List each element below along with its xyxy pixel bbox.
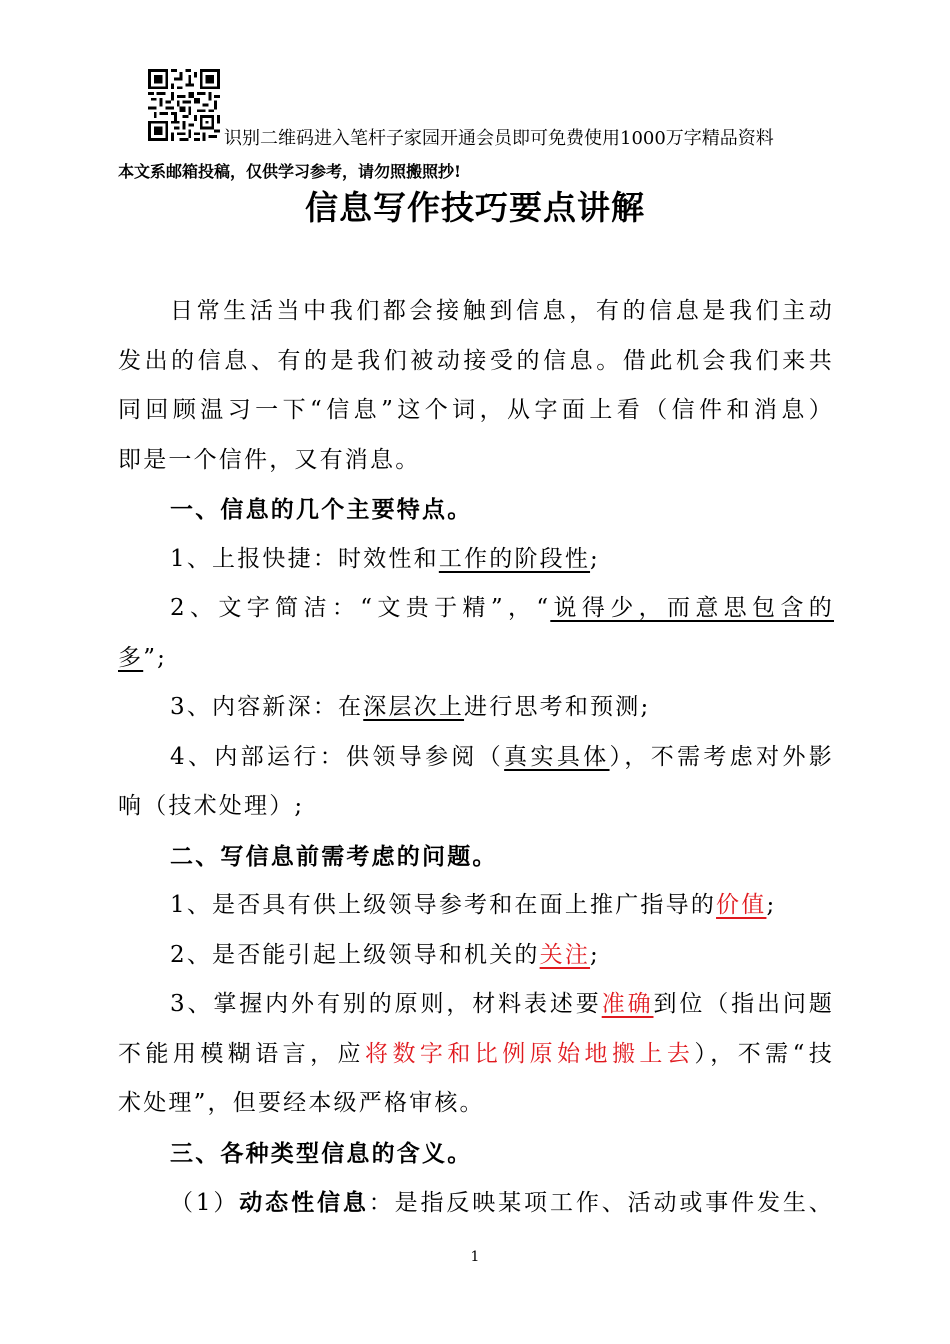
section-2-item-2 [118,931,834,981]
intro-line-3: 同回顾温习一下“信息”这个词，从字面上看（信件和消息） [118,397,834,423]
highlighted-text: 将数字和比例原始地搬上去 [365,1040,695,1067]
section-2-item-3-cont [118,1030,834,1080]
section-2-item-3-end: 术处理”，但要经本级严格审核。 [118,1090,485,1116]
item-text: 2、文字简洁：“文贵于精”，“ [170,595,551,621]
section-2-item-3 [118,980,834,1030]
underlined-text: 真实具体 [504,743,610,770]
intro-line-1: 日常生活当中我们都会接触到信息，有的信息是我们主动 [170,298,834,324]
section-1-item-3 [118,683,834,733]
item-number: （1） [170,1190,240,1216]
underlined-text: 多 [118,644,144,671]
item-text: ：是指反映某项工作、活动或事件发生、 [368,1190,835,1216]
page-number: 1 [470,1249,480,1265]
qr-caption: 识别二维码进入笔杆子家园开通会员即可免费使用1000万字精品资料 [224,128,774,149]
item-text: 4、内部运行：供领导参阅（ [170,743,505,770]
item-text: ），不需考虑对外影 [609,743,834,770]
section-2-item-1 [118,881,834,931]
section-1-heading: 一、信息的几个主要特点。 [170,496,473,523]
section-1-item-4 [118,733,834,783]
qr-code-image[interactable] [146,69,222,141]
intro-line-2: 发出的信息、有的是我们被动接受的信息。借此机会我们来共 [118,347,834,374]
section-3-item-1 [118,1178,834,1229]
item-text: 1、是否具有供上级领导参考和在面上推广指导的 [170,892,717,918]
section-3-heading: 三、各种类型信息的含义。 [170,1139,473,1167]
item-text: 不能用模糊语言，应 [118,1040,365,1067]
document-title: 信息写作技巧要点讲解 [305,188,645,227]
item-text: 进行思考和预测; [464,694,651,720]
section-2-heading: 二、写信息前需考虑的问题。 [170,842,498,870]
underlined-text: 工作的阶段性 [438,545,591,572]
item-text: ; [766,892,777,918]
item-text: 3、内容新深：在 [170,694,364,720]
item-text: 到位（指出问题 [653,991,834,1017]
document-body [118,287,834,1229]
item-text: ”; [143,644,168,671]
item-text: 2、是否能引起上级领导和机关的 [170,941,540,968]
item-text: ; [590,941,600,968]
section-1-item-2 [118,584,834,634]
item-text: 1、上报快捷：时效性和 [170,545,439,572]
underlined-text: 说得少，而意思包含的 [550,595,834,621]
section-1-item-2-cont [118,634,834,684]
item-text: ; [590,545,600,572]
item-term: 动态性信息 [239,1189,369,1216]
section-1-item-4-cont: 响（技术处理）; [118,793,305,819]
section-1-item-1 [118,535,834,585]
highlighted-text: 关注 [539,941,591,968]
highlighted-text: 价值 [716,892,767,918]
submission-notice: 本文系邮箱投稿，仅供学习参考，请勿照搬照抄! [118,162,462,181]
intro-line-4: 即是一个信件，又有消息。 [118,446,421,473]
highlighted-text: 准确 [601,991,654,1017]
item-text: 3、掌握内外有别的原则，材料表述要 [170,991,602,1017]
item-text: ），不需“技 [694,1040,835,1067]
underlined-text: 深层次上 [363,694,465,720]
